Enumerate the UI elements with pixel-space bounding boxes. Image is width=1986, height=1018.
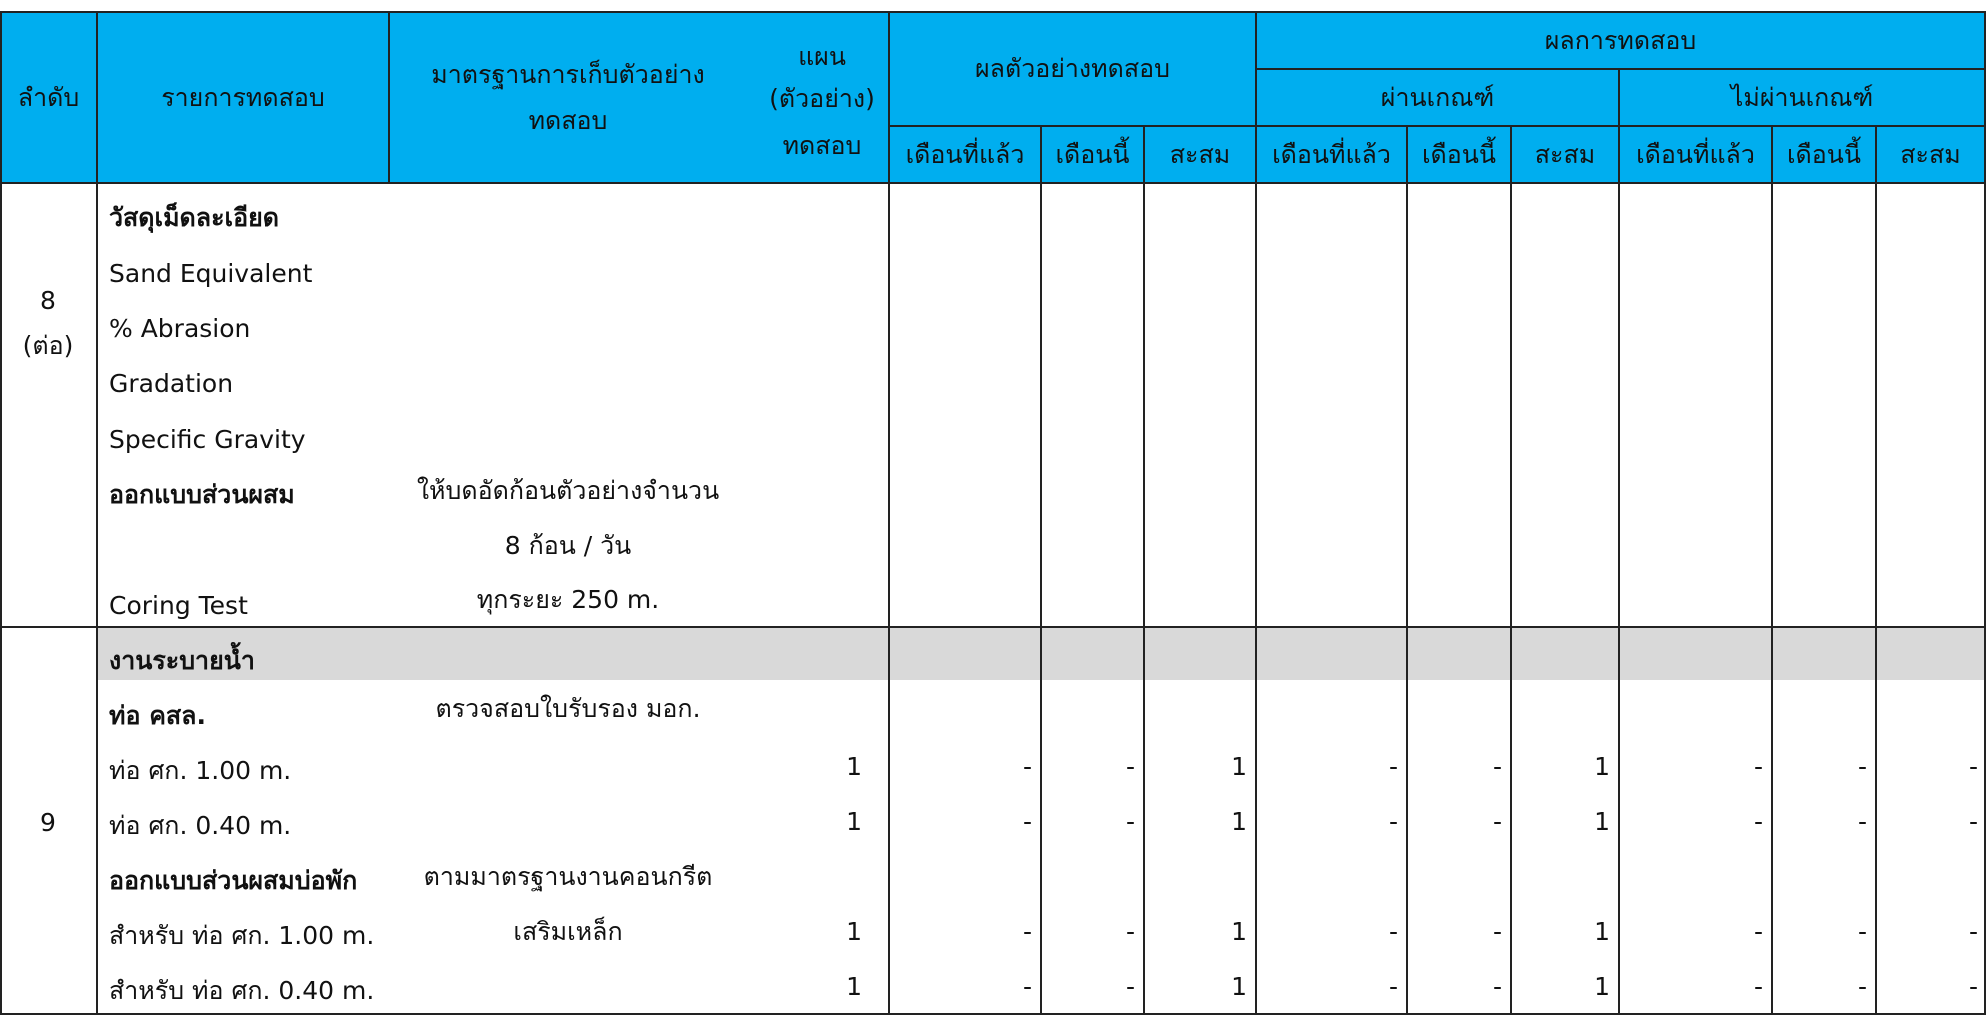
section-8-order: (ต่อ) xyxy=(22,331,74,360)
cell-plan: 1 xyxy=(846,807,862,836)
col-line xyxy=(1143,125,1145,1015)
cell-plan: 1 xyxy=(846,917,862,946)
cell-pass-this-month: - xyxy=(1492,752,1502,781)
cell-fail-last-month: - xyxy=(1753,917,1763,946)
header-fail: ไม่ผ่านเกณฑ์ xyxy=(1730,83,1874,112)
header-last-month: เดือนที่แล้ว xyxy=(1272,140,1391,169)
col-line xyxy=(1510,125,1512,1015)
pipe-row-label: สำหรับ ท่อ ศก. 1.00 m. xyxy=(109,921,375,950)
section-title-band xyxy=(98,628,1986,680)
pipe-title: ท่อ คสล. xyxy=(109,701,206,730)
header-cumulative: สะสม xyxy=(1900,140,1961,169)
cell-fail-this-month: - xyxy=(1857,752,1867,781)
cell-samples-cumulative: 1 xyxy=(1231,807,1247,836)
cell-samples-this-month: - xyxy=(1125,972,1135,1001)
header-standard: มาตรฐานการเก็บตัวอย่าง xyxy=(431,60,705,89)
cell-fail-last-month: - xyxy=(1753,972,1763,1001)
test-item: Sand Equivalent xyxy=(109,259,313,288)
col-line xyxy=(1771,125,1773,1015)
cell-plan: 1 xyxy=(846,972,862,1001)
cell-pass-cumulative: 1 xyxy=(1594,807,1610,836)
header-plan: แผน xyxy=(798,42,846,71)
pipe-row-label: สำหรับ ท่อ ศก. 0.40 m. xyxy=(109,976,375,1005)
cell-samples-last-month: - xyxy=(1022,807,1032,836)
cell-pass-this-month: - xyxy=(1492,917,1502,946)
header-cumulative: สะสม xyxy=(1169,140,1231,169)
cell-plan: 1 xyxy=(846,752,862,781)
section-9-order: 9 xyxy=(40,808,56,837)
section-9-title: งานระบายน้ำ xyxy=(109,646,255,675)
cell-pass-cumulative: 1 xyxy=(1594,917,1610,946)
cell-pass-last-month: - xyxy=(1388,972,1398,1001)
cell-pass-cumulative: 1 xyxy=(1594,752,1610,781)
coring-standard: ให้บดอัดก้อนตัวอย่างจำนวน xyxy=(416,476,720,505)
cell-pass-last-month: - xyxy=(1388,752,1398,781)
cell-samples-this-month: - xyxy=(1125,752,1135,781)
cell-samples-cumulative: 1 xyxy=(1231,917,1247,946)
header-order: ลำดับ xyxy=(17,82,80,112)
header-plan: (ตัวอย่าง) xyxy=(769,84,875,113)
header-plan: ทดสอบ xyxy=(782,131,862,160)
cell-pass-cumulative: 1 xyxy=(1594,972,1610,1001)
header-cumulative: สะสม xyxy=(1534,140,1596,169)
header-last-month: เดือนที่แล้ว xyxy=(905,140,1025,169)
pipe-row-label: ท่อ ศก. 0.40 m. xyxy=(109,811,292,840)
cell-fail-cumulative: - xyxy=(1968,917,1978,946)
header-pass: ผ่านเกณฑ์ xyxy=(1380,83,1495,112)
cell-fail-this-month: - xyxy=(1857,972,1867,1001)
cell-fail-last-month: - xyxy=(1753,807,1763,836)
mix-design-item: ออกแบบส่วนผสม xyxy=(109,480,295,509)
cell-fail-last-month: - xyxy=(1753,752,1763,781)
rule-section-break xyxy=(0,626,1986,628)
cell-samples-last-month: - xyxy=(1022,917,1032,946)
pipe-row-label: ท่อ ศก. 1.00 m. xyxy=(109,756,292,785)
manhole-mix-title: ออกแบบส่วนผสมบ่อพัก xyxy=(109,866,358,895)
header-results: ผลการทดสอบ xyxy=(1544,25,1697,55)
manhole-standard: ตามมาตรฐานงานคอนกรีต xyxy=(423,862,713,891)
section-8-order: 8 xyxy=(40,286,56,315)
cell-samples-cumulative: 1 xyxy=(1231,752,1247,781)
header-this-month: เดือนนี้ xyxy=(1787,140,1861,169)
header-this-month: เดือนนี้ xyxy=(1422,140,1496,169)
header-last-month: เดือนที่แล้ว xyxy=(1636,140,1755,169)
coring-standard: 8 ก้อน / วัน xyxy=(504,531,632,560)
cell-samples-cumulative: 1 xyxy=(1231,972,1247,1001)
cell-fail-this-month: - xyxy=(1857,807,1867,836)
col-line xyxy=(1618,68,1620,1015)
cell-pass-last-month: - xyxy=(1388,807,1398,836)
header-item: รายการทดสอบ xyxy=(161,82,325,112)
cell-samples-this-month: - xyxy=(1125,807,1135,836)
cell-pass-this-month: - xyxy=(1492,972,1502,1001)
header-standard: ทดสอบ xyxy=(528,106,608,135)
test-item: Gradation xyxy=(109,369,234,398)
cell-samples-last-month: - xyxy=(1022,752,1032,781)
manhole-standard: เสริมเหล็ก xyxy=(513,917,623,946)
rule-bottom xyxy=(0,1013,1986,1015)
test-item: Specific Gravity xyxy=(109,425,306,454)
coring-item: Coring Test xyxy=(109,591,248,620)
cell-fail-cumulative: - xyxy=(1968,972,1978,1001)
section-8-title: วัสดุเม็ดละเอียด xyxy=(109,203,279,232)
header-samples: ผลตัวอย่างทดสอบ xyxy=(974,54,1170,83)
test-item: % Abrasion xyxy=(109,314,251,343)
coring-standard: ทุกระยะ 250 m. xyxy=(476,585,660,614)
cell-samples-last-month: - xyxy=(1022,972,1032,1001)
col-line xyxy=(1875,125,1877,1015)
cell-pass-last-month: - xyxy=(1388,917,1398,946)
cell-fail-cumulative: - xyxy=(1968,807,1978,836)
cell-fail-cumulative: - xyxy=(1968,752,1978,781)
cell-pass-this-month: - xyxy=(1492,807,1502,836)
col-line xyxy=(1406,125,1408,1015)
col-line xyxy=(1040,125,1042,1015)
cell-samples-this-month: - xyxy=(1125,917,1135,946)
cell-fail-this-month: - xyxy=(1857,917,1867,946)
header-this-month: เดือนนี้ xyxy=(1055,140,1130,169)
pipe-standard: ตรวจสอบใบรับรอง มอก. xyxy=(435,694,701,723)
